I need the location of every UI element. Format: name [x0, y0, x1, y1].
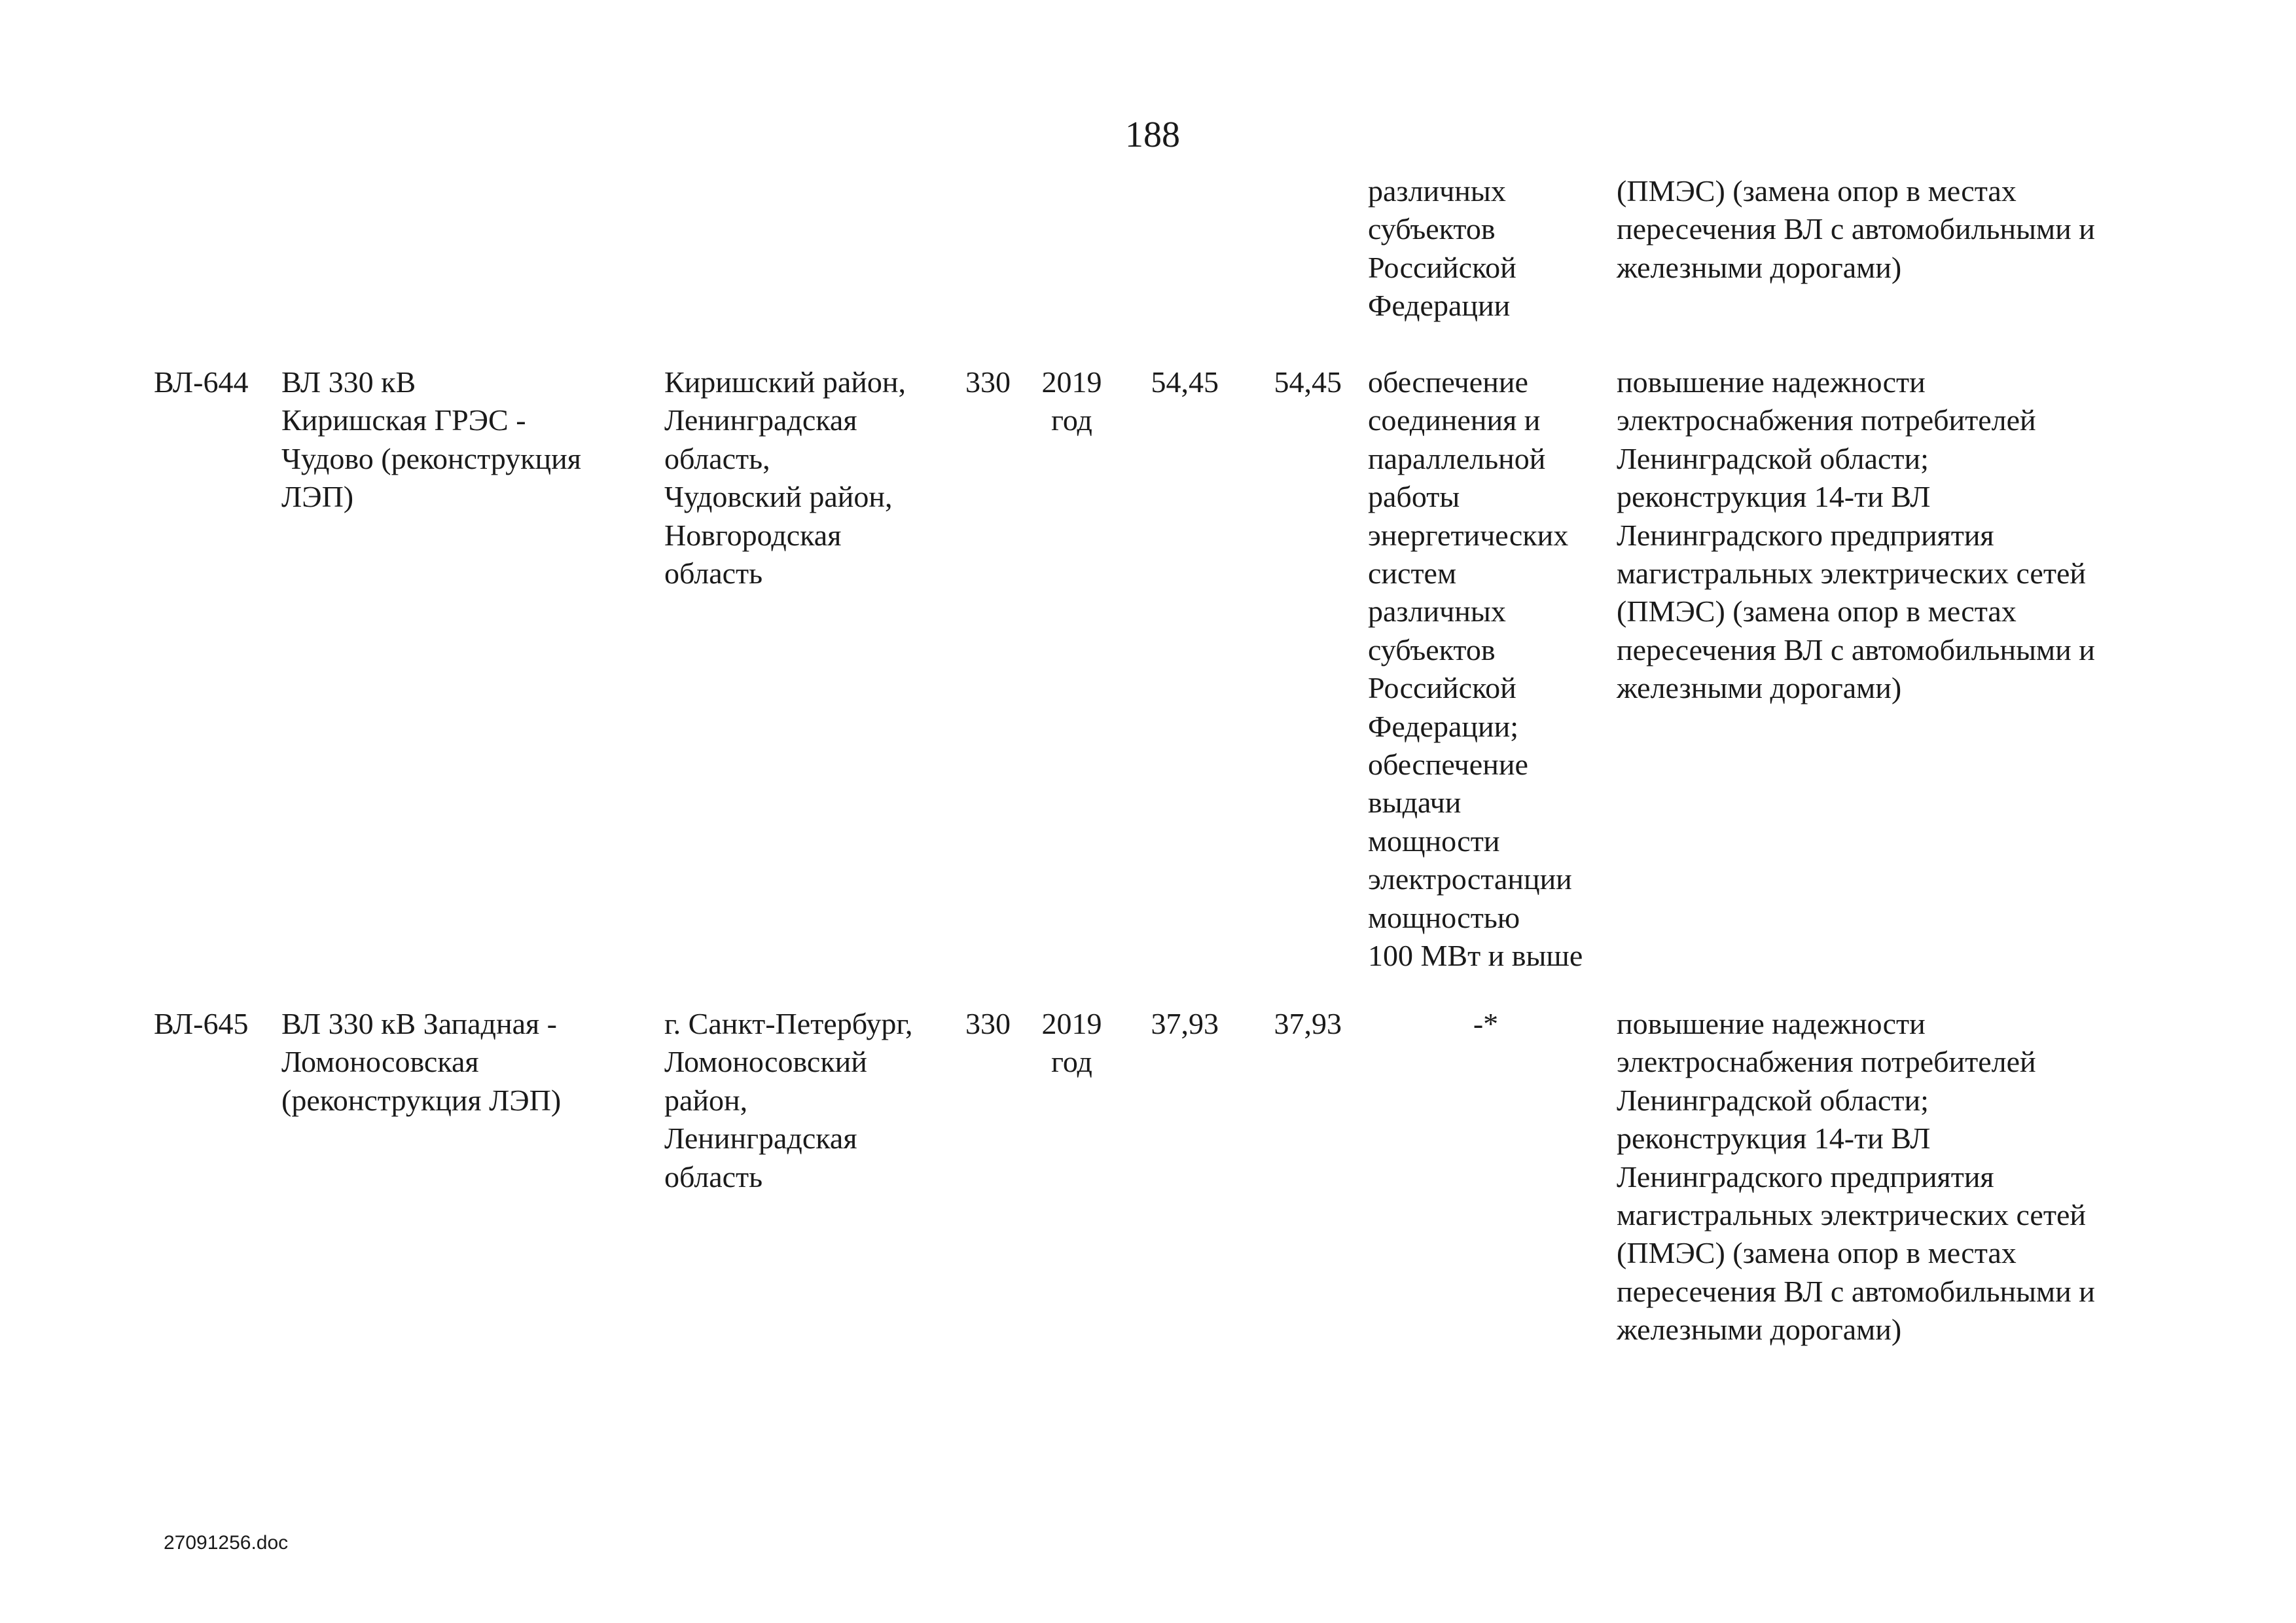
row-length-1: 37,93: [1151, 1007, 1219, 1040]
row-name: ВЛ 330 кВ Киришская ГРЭС - Чудово (реконструкция ЛЭП): [281, 365, 581, 514]
row-code: ВЛ-644: [154, 365, 249, 399]
row-voltage: 330: [965, 1007, 1011, 1040]
row-voltage: 330: [965, 365, 1011, 399]
row-length-1: 54,45: [1151, 365, 1219, 399]
row-year: 2019 год: [1041, 365, 1102, 437]
row-code: ВЛ-645: [154, 1007, 249, 1040]
row-location: г. Санкт-Петербург, Ломоносовский район, Ленинградская область: [664, 1007, 913, 1194]
footer-doc-code: 27091256.doc: [164, 1532, 289, 1554]
row-location: Киришский район, Ленинградская область, Чудовский район, Новгородская область: [664, 365, 906, 591]
page-number: 188: [1125, 115, 1180, 155]
continuation-purpose: различных субъектов Российской Федерации: [1368, 174, 1516, 323]
row-name: ВЛ 330 кВ Западная - Ломоносовская (реконструкция ЛЭП): [281, 1007, 562, 1117]
row-purpose: обеспечение соединения и параллельной работы энергетических систем различных субъектов Российской Федерации; обеспечение выдачи мощности электростанции мощностью 100 МВт и выше: [1368, 365, 1583, 973]
row-note: повышение надежности электроснабжения потребителей Ленинградской области; реконструкция 14-ти ВЛ Ленинградского предприятия магистральных электрических сетей (ПМЭС) (замена опор в местах пересечения ВЛ с автомобильными и железными дорогами): [1617, 365, 2095, 705]
row-year: 2019 год: [1041, 1007, 1102, 1079]
continuation-note: (ПМЭС) (замена опор в местах пересечения ВЛ с автомобильными и железными дорогами): [1617, 174, 2095, 284]
row-length-2: 54,45: [1274, 365, 1342, 399]
row-length-2: 37,93: [1274, 1007, 1342, 1040]
row-purpose: -*: [1473, 1007, 1499, 1040]
row-note: повышение надежности электроснабжения потребителей Ленинградской области; реконструкция 14-ти ВЛ Ленинградского предприятия магистральных электрических сетей (ПМЭС) (замена опор в местах пересечения ВЛ с автомобильными и железными дорогами): [1617, 1007, 2095, 1347]
